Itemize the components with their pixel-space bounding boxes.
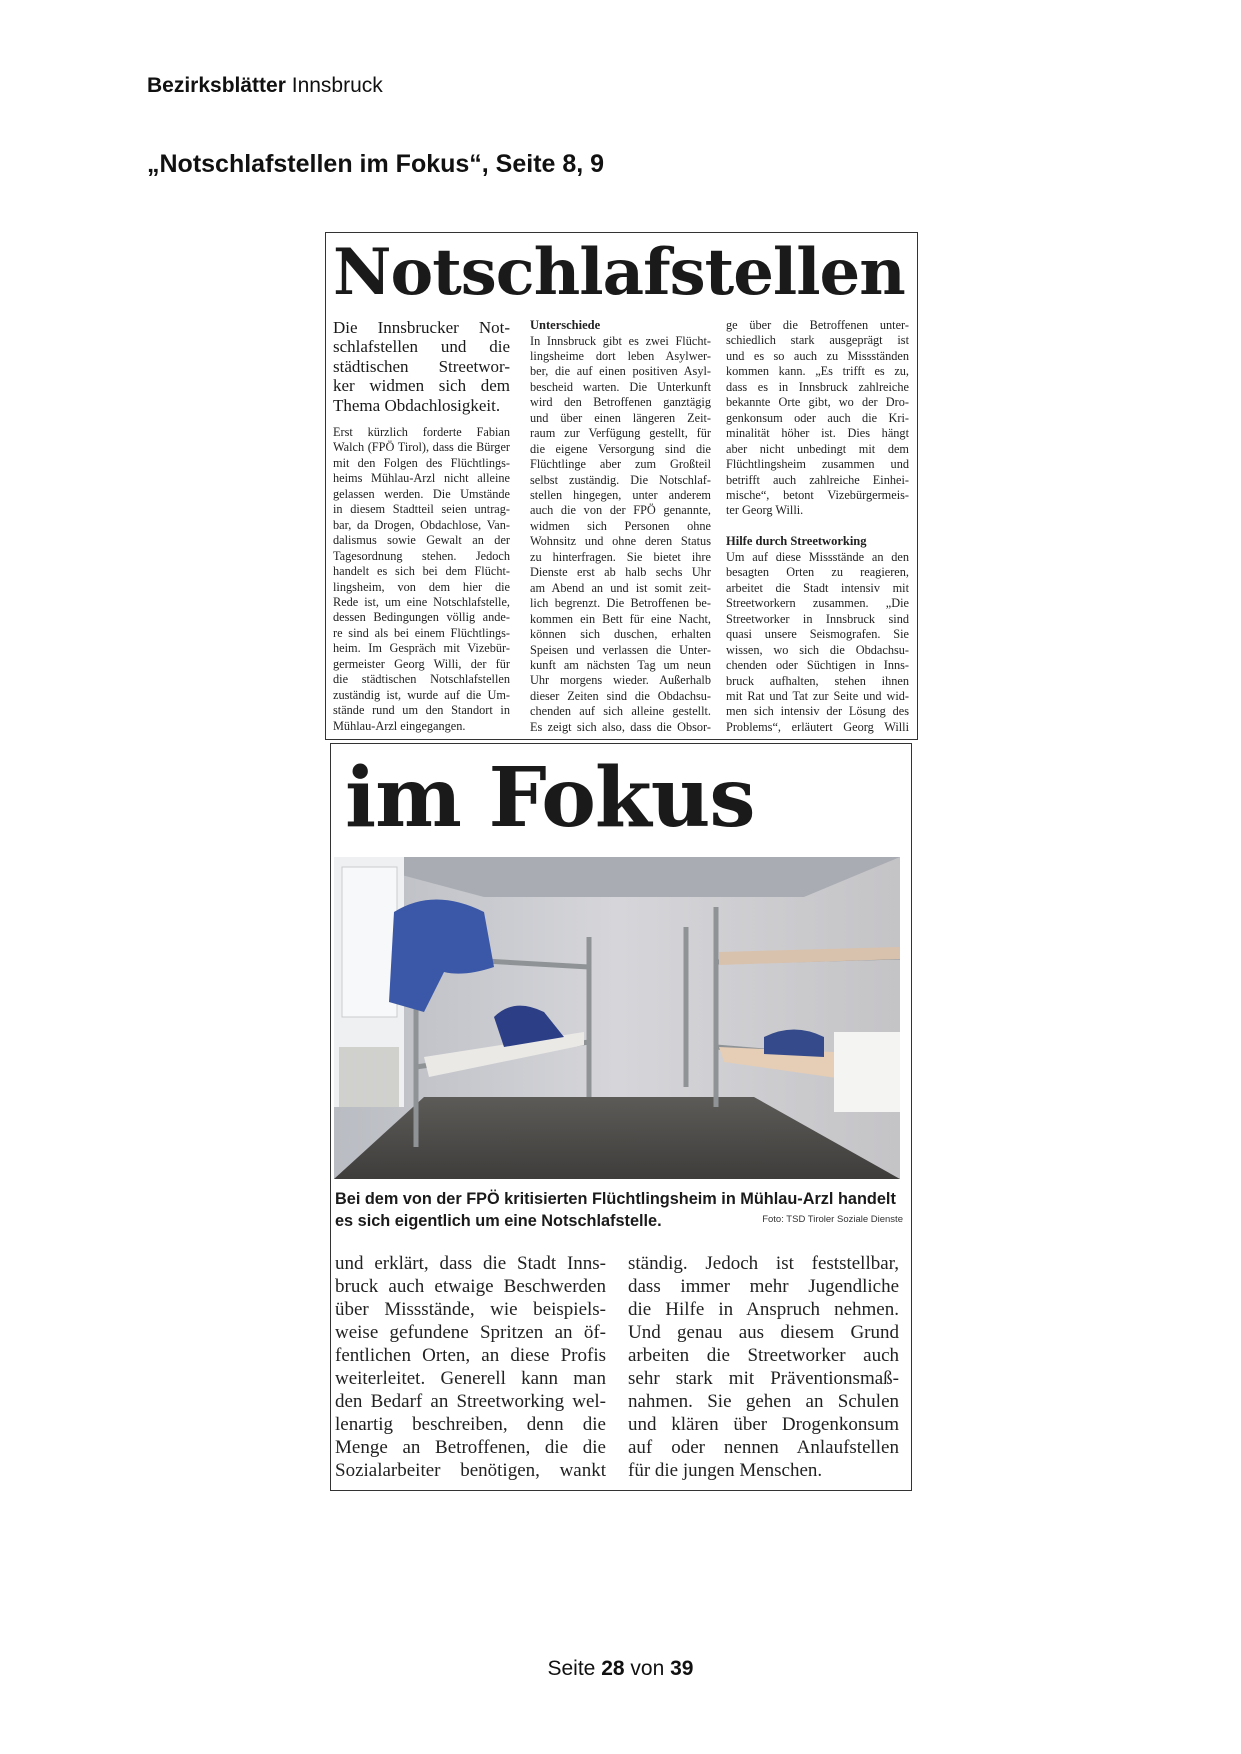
text-line: selbst zuständig. Die Notschlaf- [530, 472, 711, 487]
text-line: Dienste erst ab halb sechs Uhr [530, 565, 711, 580]
text-line: stellen hingegen, unter anderem [530, 488, 711, 503]
text-line: bruck aufhalten, stehen ihnen [726, 673, 909, 688]
text-line: Rede ist, um eine Notschlafstelle, [333, 595, 510, 610]
column-3-body-a [726, 318, 909, 519]
text-line: handelt es sich bei dem Flücht- [333, 564, 510, 579]
text-line: gelassen werden. Die Umstände [333, 486, 510, 501]
text-line: lingsheim, von dem hier die [333, 579, 510, 594]
text-line: mit Rat und Tat zur Seite und wid- [726, 688, 909, 703]
text-line: und über einen längeren Zeit- [530, 410, 711, 425]
page-number [0, 1657, 1241, 1681]
text-line: mit den Folgen des Flüchtlings- [333, 455, 510, 470]
text-line: besagten Orten zu reagieren, [726, 565, 909, 580]
text-line: zuständig ist, wurde auf die Um- [333, 687, 510, 702]
text-line: sehr stark mit Präventionsmaß- [628, 1368, 899, 1389]
photo-caption [335, 1188, 903, 1232]
article-clipping-top [325, 232, 918, 740]
text-line: nahmen. Sie gehen an Schulen [628, 1391, 899, 1412]
text-line: und es so auch zu Missständen [726, 348, 909, 363]
text-line: In Innsbruck gibt es zwei Flücht- [530, 333, 711, 348]
subheading-streetworking: Hilfe durch Streetworking [726, 534, 867, 549]
text-line: die eigene Versorgung sind die [530, 441, 711, 456]
text-line: aber nicht unbedingt mit dem [726, 441, 909, 456]
text-line: Mühlau-Arzl eingegangen. [333, 718, 466, 733]
text-line: re sind als bei einem Flüchtlings- [333, 625, 510, 640]
text-line: wissen, wo sich die Obdachsu- [726, 642, 909, 657]
text-line: Problems“, erläutert Georg Willi [726, 719, 909, 734]
text-line: arbeitet die Stadt intensiv mit [726, 580, 909, 595]
current-page: 28 [601, 1657, 625, 1680]
text-line: bar, da Drogen, Obdachlose, Van- [333, 517, 510, 532]
text-line: ter Georg Willi. [726, 503, 804, 518]
text-line: Streetworker in Innsbruck sind [726, 611, 909, 626]
photo-credit: Foto: TSD Tiroler Soziale Dienste [762, 1214, 903, 1225]
text-line: ge über die Betroffenen unter- [726, 318, 909, 332]
text-line: und erklärt, dass die Stadt Inns- [335, 1253, 606, 1274]
text-line: in diesem Stadtteil seien untrag- [333, 502, 510, 517]
column-2 [530, 318, 711, 735]
text-line: chenden auf sich alleine gestellt. [530, 704, 711, 719]
publication-city: Innsbruck [291, 74, 383, 97]
text-line: Wohnsitz und ohne deren Status [530, 534, 711, 549]
text-line: lingsheime dort leben Asylwer- [530, 348, 711, 363]
text-line: ber, die auf einen positiven Asyl- [530, 364, 711, 379]
text-line: städtischen Streetwor- [333, 356, 510, 376]
text-line: ker widmen sich dem [333, 376, 510, 396]
text-line: Die Innsbrucker Not- [333, 318, 510, 337]
text-line: arbeiten die Streetworker auch [628, 1345, 899, 1366]
article-clipping-bottom [330, 743, 912, 1491]
text-line: Flüchtlinge aber zum Großteil [530, 457, 711, 472]
text-line: die Hilfe in Anspruch nehmen. [628, 1299, 899, 1320]
column-2-body [530, 334, 711, 736]
bottom-column-2 [628, 1252, 899, 1482]
caption-line: Bei dem von der FPÖ kritisierten Flüchtlingsheim in Mühlau-Arzl handelt [335, 1190, 896, 1208]
page-title: „Notschlafstellen im Fokus“, Seite 8, 9 [147, 150, 605, 178]
caption-line: es sich eigentlich um eine Notschlafstelle. [335, 1212, 662, 1230]
text-line: Streetworkern zusammen. „Die [726, 596, 909, 611]
text-line: für die jungen Menschen. [628, 1460, 823, 1481]
text-line: Uhr morgens wieder. Außerhalb [530, 673, 711, 688]
text-line: und klären über Drogenkonsum [628, 1414, 899, 1435]
bunk-bed-room-photo [334, 857, 900, 1179]
text-line: über Missstände, wie beispiels- [335, 1299, 606, 1320]
total-pages: 39 [670, 1657, 694, 1680]
text-line: auf oder nennen Anlaufstellen [628, 1437, 899, 1458]
lead-text [333, 318, 510, 415]
text-line: heims Mühlau-Arzl nicht alleine [333, 471, 510, 486]
text-line: schiedlich stark ausgeprägt ist [726, 333, 909, 348]
text-line: fentlichen Orten, an diese Profis [335, 1345, 606, 1366]
text-line: am Abend an und ist somit zeit- [530, 580, 711, 595]
text-line: dieser Zeiten sind die Obdachsu- [530, 688, 711, 703]
text-line: dass immer mehr Jugendliche [628, 1276, 899, 1297]
text-line: dass es in Innsbruck zahlreiche [726, 379, 909, 394]
text-line: weiterleitet. Generell kann man [335, 1368, 606, 1389]
publication-name: Bezirksblätter [147, 74, 286, 97]
text-line: raum zur Verfügung gestellt, für [530, 426, 711, 441]
text-line: auch die von der FPÖ genannte, [530, 503, 711, 518]
text-line: genkonsum oder auch die Kri- [726, 410, 909, 425]
text-line: zu hinterfragen. Sie bietet ihre [530, 549, 711, 564]
text-line: Um auf diese Missstände an den [726, 549, 909, 564]
text-line: die städtischen Notschlafstellen [333, 672, 510, 687]
text-line: Es zeigt sich also, dass die Obsor- [530, 719, 711, 734]
text-line: Flüchtlingsheim zusammen und [726, 457, 909, 472]
text-line: kommen ein Bett für eine Nacht, [530, 611, 711, 626]
text-line: Speisen und verlassen die Unter- [530, 642, 711, 657]
text-line: chenden oder Süchtigen in Inns- [726, 658, 909, 673]
text-line: ständig. Jedoch ist feststellbar, [628, 1253, 899, 1274]
text-line: lenartig beschreiben, denn die [335, 1414, 606, 1435]
column-3-body-b [726, 550, 909, 735]
text-line: Erst kürzlich forderte Fabian [333, 425, 510, 440]
column-3 [726, 318, 909, 735]
text-line: wird den Betroffenen ganztägig [530, 395, 711, 410]
text-line: Menge an Betroffenen, die die [335, 1437, 606, 1458]
headline-bottom: im Fokus [345, 750, 755, 846]
text-line: mische“, betont Vizebürgermeis- [726, 487, 909, 502]
bottom-column-1 [335, 1252, 606, 1482]
text-line: stände rund um den Standort in [333, 703, 510, 718]
text-line: dessen Bedingungen völlig ande- [333, 610, 510, 625]
text-line: bruck auch etwaige Beschwerden [335, 1276, 606, 1297]
text-line: Sozialarbeiter benötigen, wankt [335, 1460, 606, 1481]
text-line: widmen sich Personen ohne [530, 518, 711, 533]
text-line: Walch (FPÖ Tirol), dass die Bürger [333, 440, 510, 455]
text-line: können sich duschen, erhalten [530, 627, 711, 642]
column-1 [333, 318, 510, 734]
text-line: Und genau aus diesem Grund [628, 1322, 899, 1343]
headline-top: Notschlafstellen [333, 235, 905, 310]
text-line: bekannte Orte gibt, wo der Dro- [726, 395, 909, 410]
text-line: Tagesordnung stehen. Jedoch [333, 548, 510, 563]
text-line: men sich intensiv der Lösung des [726, 704, 909, 719]
text-line: weise gefundene Spritzen an öf- [335, 1322, 606, 1343]
text-line: germeister Georg Willi, der für [333, 656, 510, 671]
document-header [147, 74, 383, 98]
text-line: kunft am nächsten Tag um neun [530, 658, 711, 673]
text-line: betrifft auch zahlreiche Einhei- [726, 472, 909, 487]
text-line: den Bedarf an Streetworking wel- [335, 1391, 606, 1412]
text-line: kommen kann. „Es trifft es zu, [726, 364, 909, 379]
text-line: schlafstellen und die [333, 337, 510, 357]
column-1-body [333, 425, 510, 734]
text-line: dalismus sowie Gewalt an der [333, 533, 510, 548]
subheading-unterschiede: Unterschiede [530, 318, 601, 332]
page-label: Seite [547, 1657, 596, 1680]
text-line: bescheid warten. Die Unterkunft [530, 379, 711, 394]
text-line: quasi unsere Seismografen. Sie [726, 627, 909, 642]
text-line: Thema Obdachlosigkeit. [333, 395, 501, 415]
text-line: heim. Im Gespräch mit Vizebür- [333, 641, 510, 656]
page-separator: von [630, 1657, 665, 1680]
text-line: minalität höher ist. Dies hängt [726, 426, 909, 441]
text-line: lich begrenzt. Die Betroffenen be- [530, 596, 711, 611]
